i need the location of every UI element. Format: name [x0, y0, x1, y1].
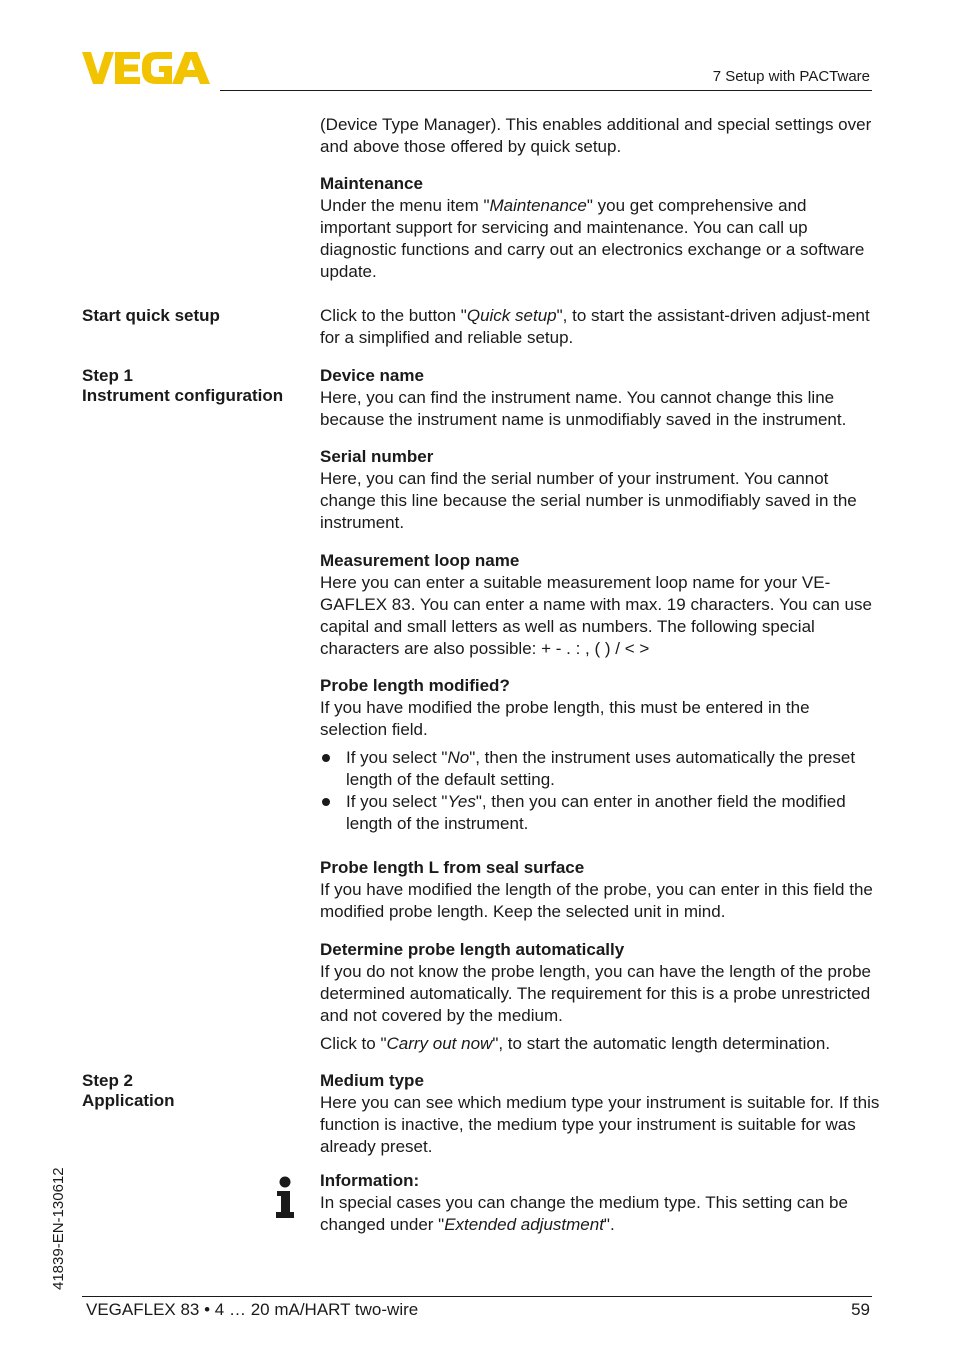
maintenance-section	[320, 173, 880, 283]
footer-product: VEGAFLEX 83 • 4 … 20 mA/HART two-wire	[86, 1300, 419, 1319]
intro-paragraph	[320, 114, 880, 158]
auto-length-text: If you do not know the probe length, you can have the length of the probe determined automatically. The requirement for this is a probe unrestricted and not covered by the medium.	[320, 962, 872, 1025]
maintenance-heading: Maintenance	[320, 174, 423, 193]
device-name-text: Here, you can find the instrument name. You cannot change this line because the instrument name is unmodifiably saved in the instrument.	[320, 388, 847, 429]
step2-number: Step 2	[82, 1071, 134, 1090]
list-item: If you select "Yes", then you can enter in another field the modified length of the instrument.	[320, 791, 880, 835]
loop-name-section	[320, 550, 880, 660]
info-icon	[274, 1176, 296, 1218]
probe-modified-section	[320, 675, 880, 835]
vega-logo	[82, 52, 212, 84]
step2-title: Application	[82, 1091, 175, 1110]
step2-label	[82, 1071, 175, 1111]
probe-modified-heading: Probe length modified?	[320, 676, 510, 695]
probe-modified-options	[320, 747, 880, 835]
section-title: 7 Setup with PACTware	[712, 68, 870, 85]
device-name-heading: Device name	[320, 366, 424, 385]
step1-label	[82, 366, 283, 406]
medium-type-heading: Medium type	[320, 1071, 424, 1090]
medium-type-text: Here you can see which medium type your instrument is suitable for. If this function is inactive, the medium type your instrument is suitable for was already preset.	[320, 1093, 880, 1156]
document-id: 41839-EN-130612	[50, 1167, 67, 1290]
footer-divider	[82, 1296, 872, 1297]
information-section	[320, 1170, 880, 1236]
auto-length-heading: Determine probe length automatically	[320, 940, 625, 959]
probe-length-l-heading: Probe length L from seal surface	[320, 858, 585, 877]
information-text: In special cases you can change the medium type. This setting can be changed under "Extended adjustment".	[320, 1193, 848, 1234]
step1-title: Instrument configuration	[82, 386, 284, 405]
maintenance-text: Under the menu item "Maintenance" you get comprehensive and important support for servicing and maintenance. You can call up diagnostic functions and carry out an electronics exchange or a software update.	[320, 196, 865, 281]
information-heading: Information:	[320, 1171, 420, 1190]
serial-number-text: Here, you can find the serial number of your instrument. You cannot change this line because the serial number is unmodifiably saved in the instrument.	[320, 469, 857, 532]
step1-number: Step 1	[82, 366, 134, 385]
page-number: 59	[851, 1300, 870, 1319]
serial-number-section	[320, 446, 880, 534]
loop-name-heading: Measurement loop name	[320, 551, 520, 570]
probe-length-l-section	[320, 857, 880, 923]
serial-number-heading: Serial number	[320, 447, 434, 466]
loop-name-text: Here you can enter a suitable measurement loop name for your VE-GAFLEX 83. You can enter a name with max. 19 characters. You can use capital and small letters as well as numbers. The following special characters are also possible: + - . : , ( ) / < >	[320, 573, 872, 658]
auto-length-click-text: Click to "Carry out now", to start the automatic length determination.	[320, 1034, 831, 1053]
quick-setup-side-label: Start quick setup	[82, 306, 220, 325]
device-name-section	[320, 365, 880, 431]
list-item: If you select "No", then the instrument uses automatically the preset length of the default setting.	[320, 747, 880, 791]
probe-modified-text: If you have modified the probe length, this must be entered in the selection field.	[320, 698, 810, 739]
header-divider	[220, 90, 872, 91]
quick-setup-section	[320, 305, 880, 349]
auto-length-section	[320, 939, 880, 1055]
medium-type-section	[320, 1070, 880, 1158]
quick-setup-text: Click to the button "Quick setup", to start the assistant-driven adjust-ment for a simplified and reliable setup.	[320, 306, 870, 347]
intro-text: (Device Type Manager). This enables additional and special settings over and above those offered by quick setup.	[320, 115, 872, 156]
probe-length-l-text: If you have modified the length of the probe, you can enter in this field the modified probe length. Keep the selected unit in mind.	[320, 880, 873, 921]
